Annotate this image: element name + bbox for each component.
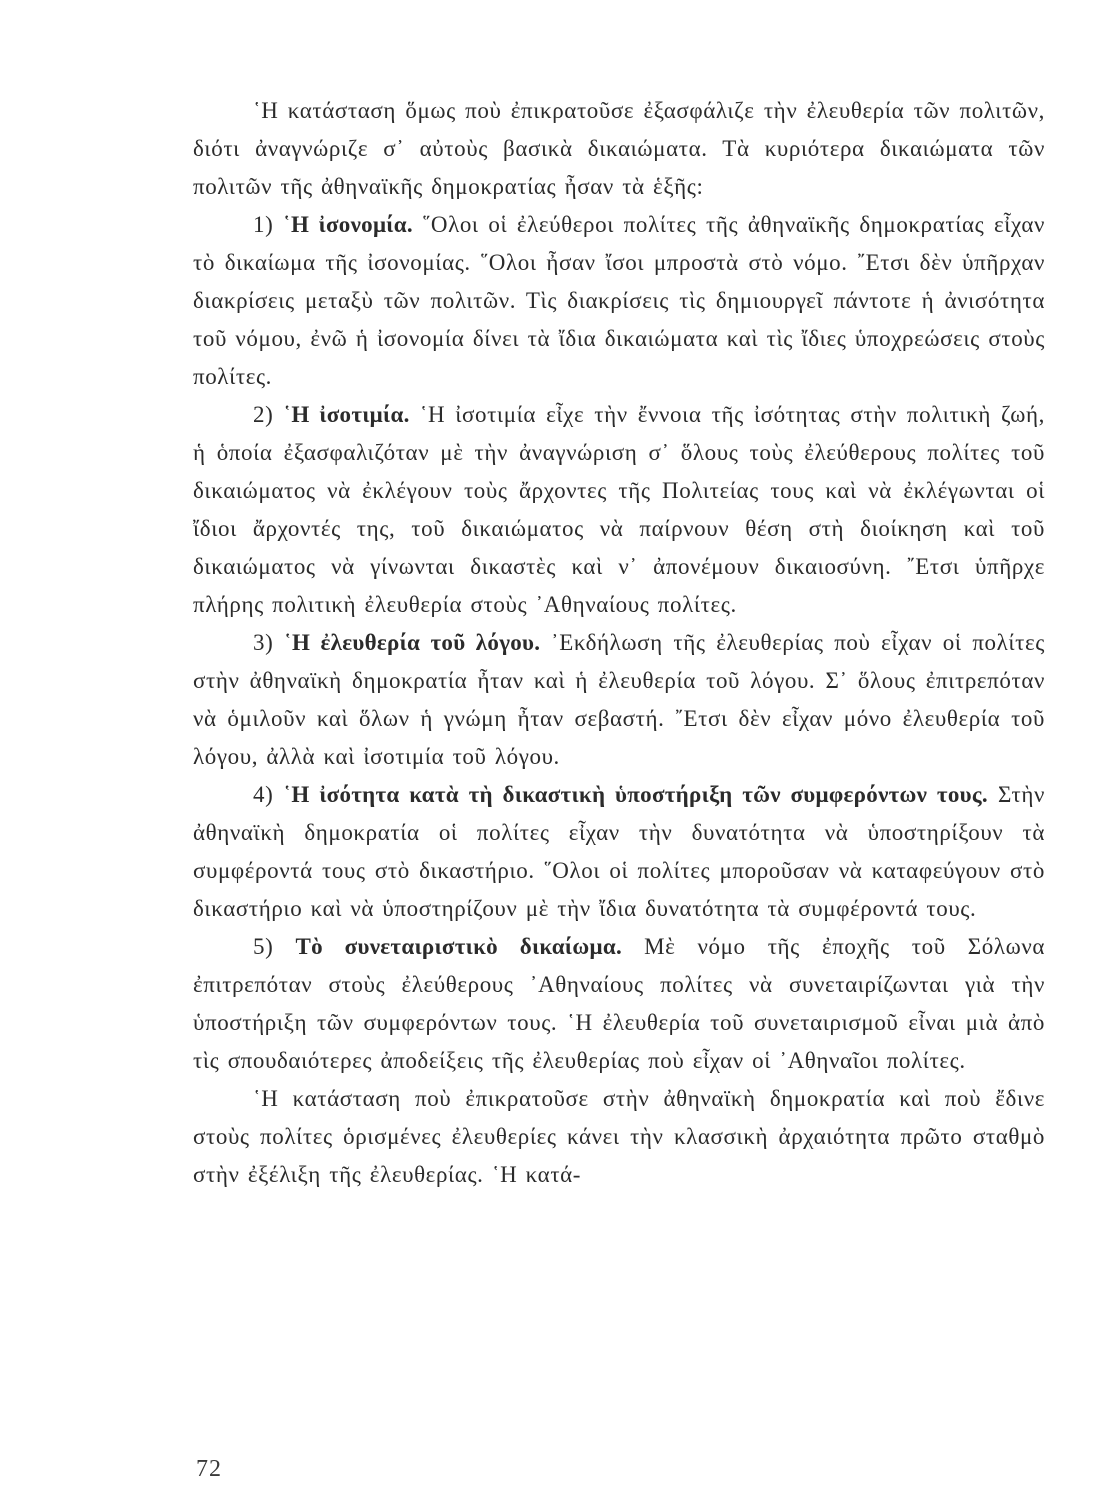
item-text: Μὲ νόμο τῆς ἐποχῆς τοῦ Σόλωνα ἐπιτρεπόταν στοὺς ἐλεύθερους ᾽Αθηναίους πολίτες νὰ συνεταιρίζωνται γιὰ τὴν ὑποστήριξη τῶν συμφερόντων τους. ῾Η ἐλευθερία τοῦ συνεταιρισμοῦ εἶναι μιὰ ἀπὸ τὶς σπουδαιότερες ἀποδείξεις τῆς ἐλευθερίας ποὺ εἶχαν οἱ ᾽Αθηναῖοι πολίτες. [193,934,1045,1073]
item-number: 2) [253,402,274,427]
item-heading: ῾Η ἰσοτιμία. [283,402,410,427]
right-item-association [193,928,1045,1080]
item-number: 1) [253,212,274,237]
item-number: 3) [253,630,274,655]
item-text: ῞Ολοι οἱ ἐλεύθεροι πολίτες τῆς ἀθηναϊκῆς δημοκρατίας εἶχαν τὸ δικαίωμα τῆς ἰσονομίας. ῞Ολοι ἦσαν ἴσοι μπροστὰ στὸ νόμο. ῎Ετσι δὲν ὑπῆρχαν διακρίσεις μεταξὺ τῶν πολιτῶν. Τὶς διακρίσεις τὶς δημιουργεῖ πάντοτε ἡ ἀνισότητα τοῦ νόμου, ἐνῶ ἡ ἰσονομία δίνει τὰ ἴδια δικαιώματα καὶ τὶς ἴδιες ὑποχρεώσεις στοὺς πολίτες. [193,212,1046,389]
intro-paragraph: ῾Η κατάσταση ὅμως ποὺ ἐπικρατοῦσε ἐξασφάλιζε τὴν ἐλευθερία τῶν πολιτῶν, διότι ἀναγνώριζε σ᾽ αὐτοὺς βασικὰ δικαιώματα. Τὰ κυριότερα δικαιώματα τῶν πολιτῶν τῆς ἀθηναϊκῆς δημοκρατίας ἦσαν τὰ ἑξῆς: [193,98,1045,199]
right-item-judicial-equality [193,776,1045,928]
item-heading: Τὸ συνεταιριστικὸ δικαίωμα. [295,934,623,959]
right-item-isotimia [193,396,1045,624]
right-item-isonomia [193,206,1045,396]
item-heading: ῾Η ἰσονομία. [283,212,413,237]
page-number: 72 [196,1456,222,1482]
item-heading: ῾Η ἐλευθερία τοῦ λόγου. [284,630,541,655]
right-item-freedom-of-speech [193,624,1045,776]
body-text [193,92,1045,1194]
item-heading: ῾Η ἰσότητα κατὰ τὴ δικαστικὴ ὑποστήριξη τῶν συμφερόντων τους. [283,782,988,807]
item-text: ᾽Εκδήλωση τῆς ἐλευθερίας ποὺ εἶχαν οἱ πολίτες στὴν ἀθηναϊκὴ δημοκρατία ἦταν καὶ ἡ ἐλευθερία τοῦ λόγου. Σ᾽ ὅλους ἐπιτρεπόταν νὰ ὁμιλοῦν καὶ ὅλων ἡ γνώμη ἦταν σεβαστή. ῎Ετσι δὲν εἶχαν μόνο ἐλευθερία τοῦ λόγου, ἀλλὰ καὶ ἰσοτιμία τοῦ λόγου. [193,630,1045,769]
item-text: Στὴν ἀθηναϊκὴ δημοκρατία οἱ πολίτες εἶχαν τὴν δυνατότητα νὰ ὑποστηρίξουν τὰ συμφέροντά τους στὸ δικαστήριο. ῞Ολοι οἱ πολίτες μποροῦσαν νὰ καταφεύγουν στὸ δικαστήριο καὶ νὰ ὑποστηρίζουν μὲ τὴν ἴδια δυνατότητα τὰ συμφέροντά τους. [193,782,1045,921]
item-number: 4) [253,782,274,807]
item-number: 5) [253,934,274,959]
closing-paragraph: ῾Η κατάσταση ποὺ ἐπικρατοῦσε στὴν ἀθηναϊκὴ δημοκρατία καὶ ποὺ ἔδινε στοὺς πολίτες ὁρισμένες ἐλευθερίες κάνει τὴν κλασσικὴ ἀρχαιότητα πρῶτο σταθμὸ στὴν ἐξέλιξη τῆς ἐλευθερίας. ῾Η κατά- [193,1086,1045,1187]
item-text: ῾Η ἰσοτιμία εἶχε τὴν ἔννοια τῆς ἰσότητας στὴν πολιτικὴ ζωή, ἡ ὁποία ἐξασφαλιζόταν μὲ τὴν ἀναγνώριση σ᾽ ὅλους τοὺς ἐλεύθερους πολίτες τοῦ δικαιώματος νὰ ἐκλέγουν τοὺς ἄρχοντες τῆς Πολιτείας τους καὶ νὰ ἐκλέγωνται οἱ ἴδιοι ἄρχοντές της, τοῦ δικαιώματος νὰ παίρνουν θέση στὴ διοίκηση καὶ τοῦ δικαιώματος νὰ γίνωνται δικαστὲς καὶ ν᾽ ἀπονέμουν δικαιοσύνη. ῎Ετσι ὑπῆρχε πλήρης πολιτικὴ ἐλευθερία στοὺς ᾽Αθηναίους πολίτες. [193,402,1046,617]
